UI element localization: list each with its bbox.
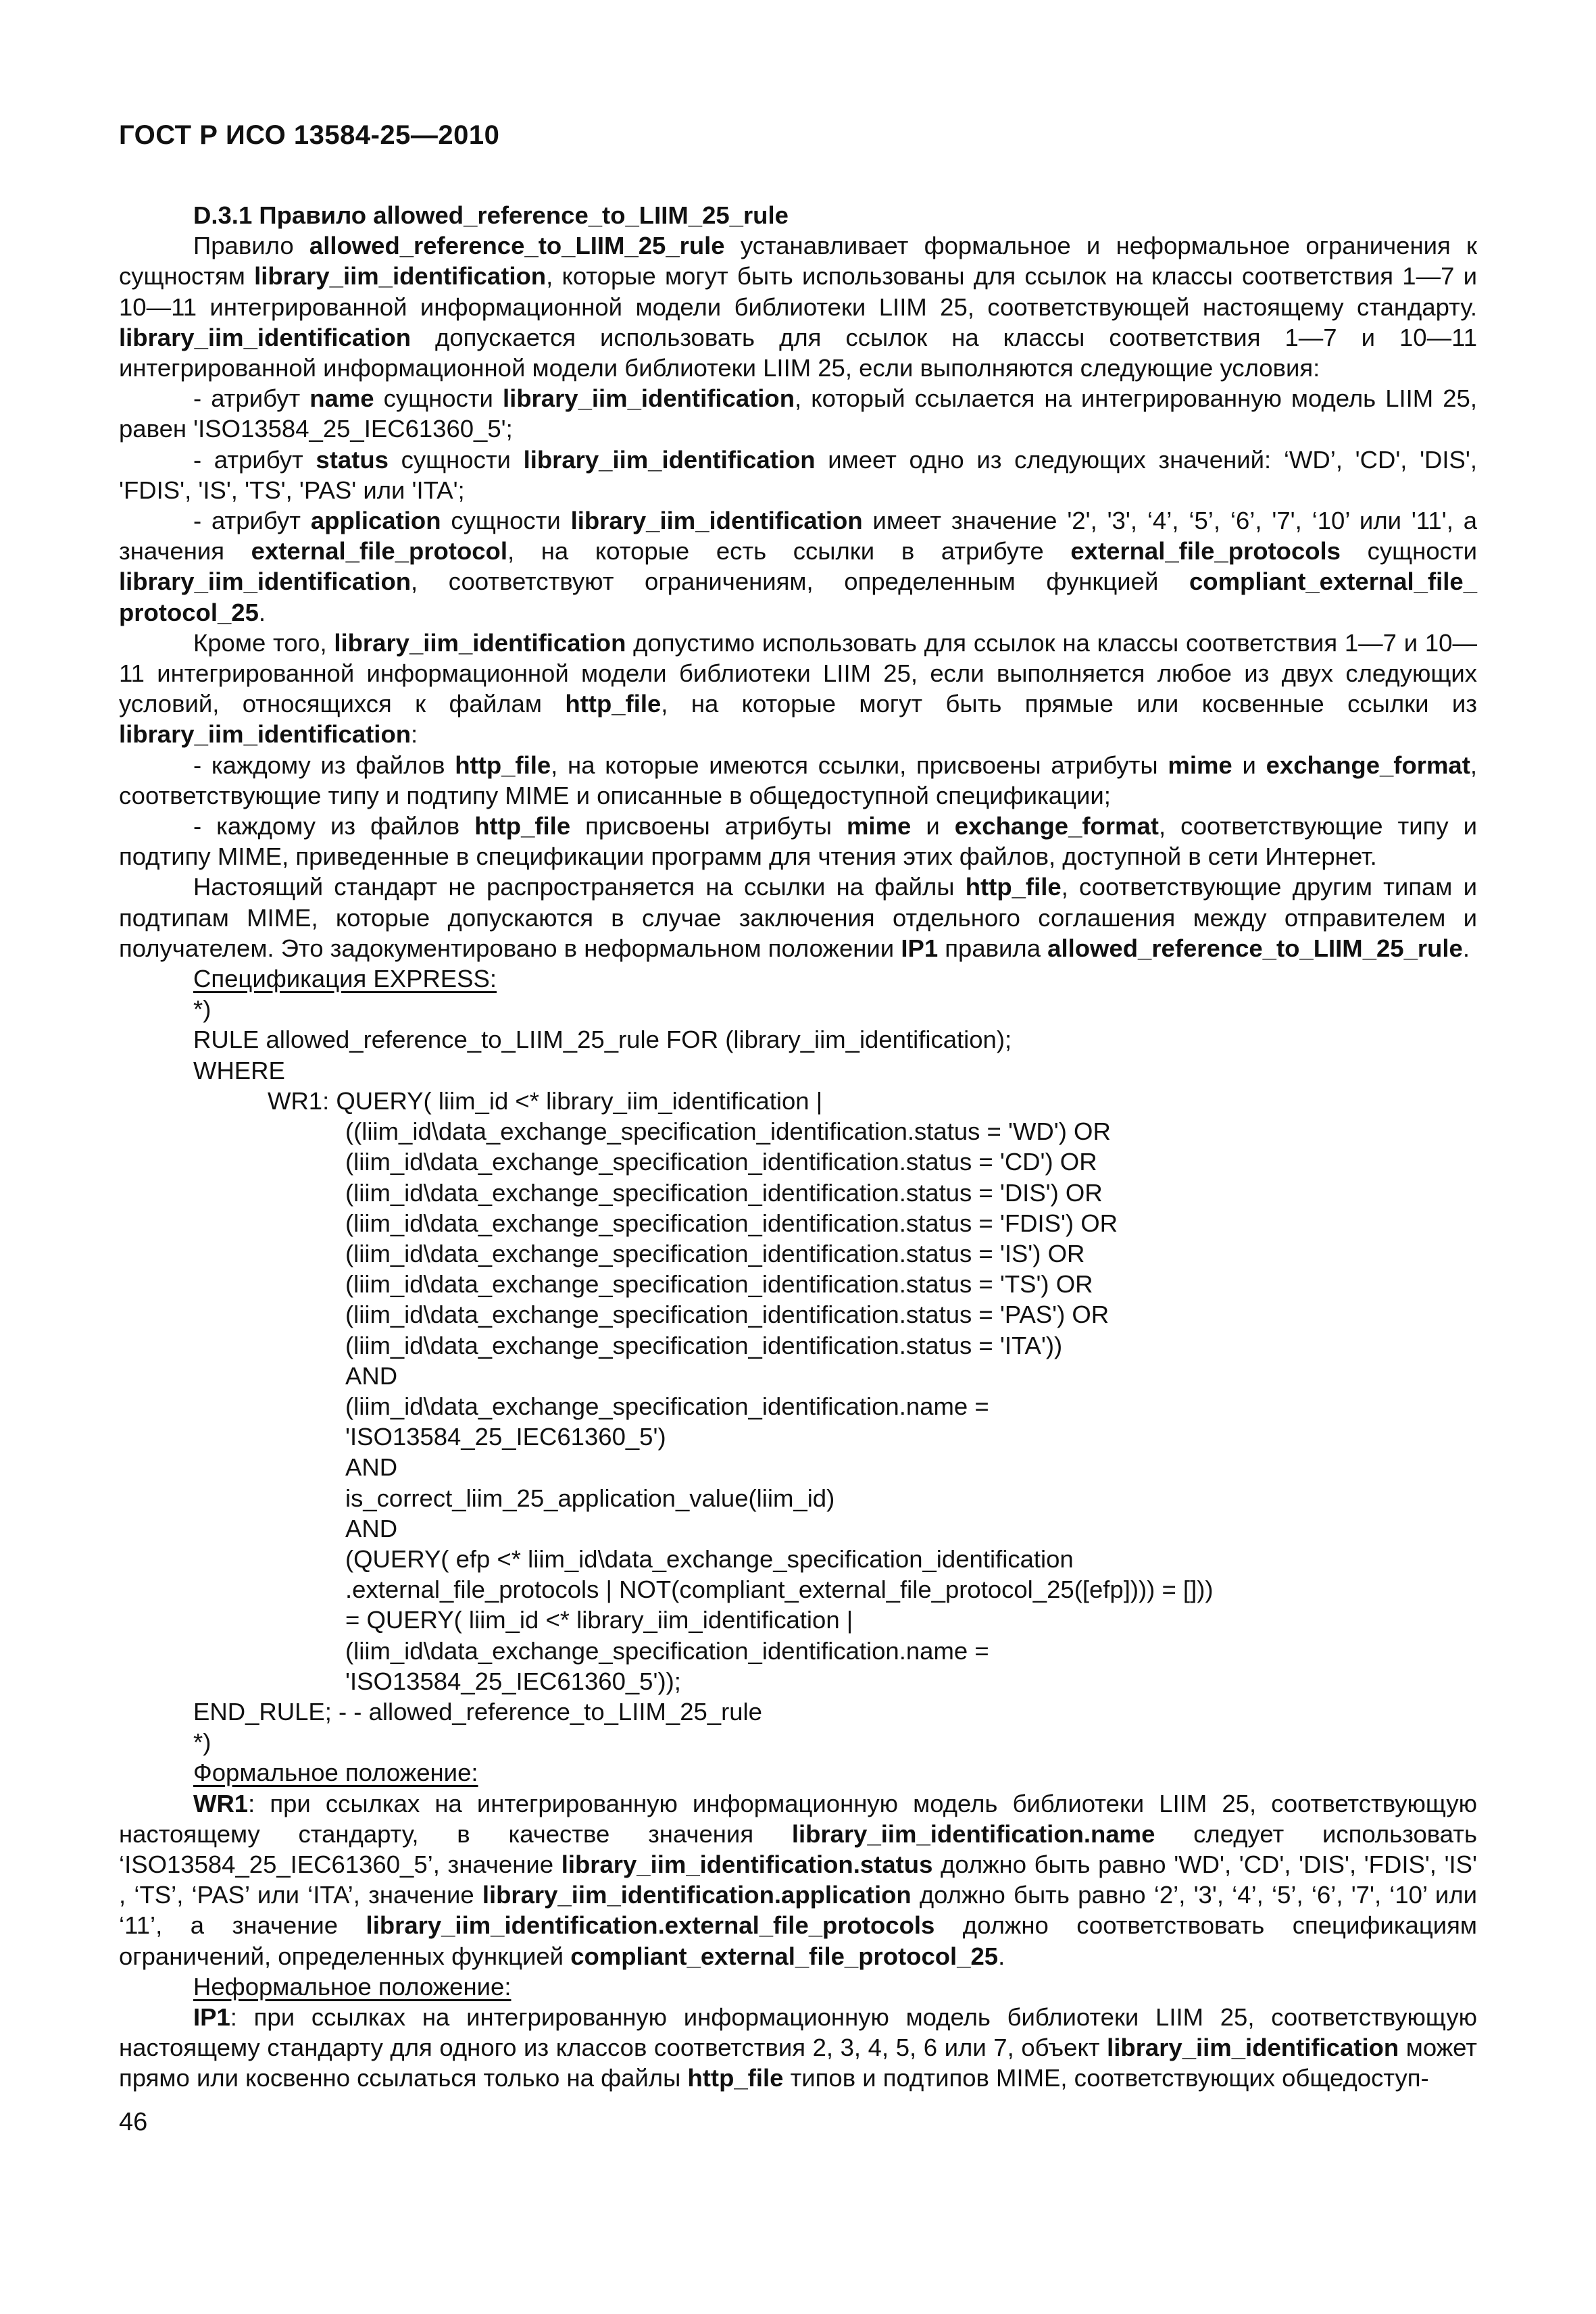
express-body-line: AND	[345, 1361, 398, 1390]
formal-heading: Формальное положение:	[193, 1759, 478, 1787]
express-body-line: ((liim_id\data_exchange_specification_identification.status = 'WD') OR	[345, 1117, 1111, 1146]
express-body-line: 'ISO13584_25_IEC61360_5'));	[345, 1667, 681, 1695]
express-body-line: = QUERY( liim_id <* library_iim_identification |	[345, 1606, 853, 1634]
express-body-line: AND	[345, 1514, 398, 1542]
express-body-line: (liim_id\data_exchange_specification_identification.status = 'DIS') OR	[345, 1178, 1103, 1207]
express-body-line: (liim_id\data_exchange_specification_identification.name =	[345, 1392, 989, 1420]
express-body-line: AND	[345, 1453, 398, 1482]
express-body-line: is_correct_liim_25_application_value(liim_id)	[345, 1484, 835, 1512]
condition-name: - атрибут name сущности library_iim_identification, который ссылается на интегрированную модель LIIM 25, равен 'ISO13584_25_IEC61360_5';	[119, 384, 1477, 443]
express-body-line: (liim_id\data_exchange_specification_identification.status = 'TS') OR	[345, 1270, 1093, 1299]
express-body-line: (liim_id\data_exchange_specification_identification.status = 'FDIS') OR	[345, 1209, 1118, 1237]
express-body-line: (QUERY( efp <* liim_id\data_exchange_specification_identification	[345, 1544, 1074, 1573]
express-body-line: 'ISO13584_25_IEC61360_5')	[345, 1423, 666, 1451]
express-body-line: .external_file_protocols | NOT(compliant_external_file_protocol_25([efp]))) = []))	[345, 1576, 1214, 1604]
formal-provision: WR1: при ссылках на интегрированную информационную модель библиотеки LIIM 25, соответствующую настоящему стандарту, в качестве значения library_iim_identification.name следует использовать ‘ISO13584_25_IEC61360_5’, значение library_iim_identification.status должно быть равно 'WD', 'CD', 'DIS', 'FDIS', 'IS' , ‘TS’, ‘PAS’ или ‘ITA’, значение library_iim_identification.application должно быть равно ‘2’, '3', ‘4’, ‘5’, ‘6’, '7', ‘10’ или ‘11’, а значение library_iim_identification.external_file_protocols должно соответствовать спецификациям ограничений, определенных функцией compliant_external_file_protocol_25.	[119, 1789, 1478, 1970]
condition-http-file-1: - каждому из файлов http_file, на которые имеются ссылки, присвоены атрибуты mime и exchange_format, соответствующие типу и подтипу MIME и описанные в общедоступной спецификации;	[119, 751, 1478, 809]
condition-status: - атрибут status сущности library_iim_identification имеет одно из следующих значений: ‘WD’, 'CD', 'DIS', 'FDIS', 'IS', 'TS', 'PAS' или 'ITA';	[119, 445, 1477, 504]
express-heading: Спецификация EXPRESS:	[193, 965, 497, 993]
condition-application: - атрибут application сущности library_iim_identification имеет значение '2', '3', ‘4’, ‘5’, ‘6’, '7', ‘10’ или '11', а значения external_file_protocol, на которые есть ссылки в атрибуте external_file_protocols сущности library_iim_identification, соответствуют ограничениям, определенным функцией compliant_external_file_ protocol_25.	[119, 507, 1477, 626]
express-body-line: (liim_id\data_exchange_specification_identification.status = 'CD') OR	[345, 1148, 1097, 1176]
express-close-comment: *)	[193, 1728, 211, 1757]
express-where: WHERE	[193, 1056, 285, 1084]
paragraph-additional: Кроме того, library_iim_identification допустимо использовать для ссылок на классы соответствия 1—7 и 10—11 интегрированной информационной модели библиотеки LIIM 25, если выполняется любое из двух следующих условий, относящихся к файлам http_file, на которые могут быть прямые или косвенные ссылки из library_iim_identification:	[119, 628, 1478, 749]
express-wr1: WR1: QUERY( liim_id <* library_iim_identification |	[268, 1086, 823, 1115]
express-end-rule: END_RULE; - - allowed_reference_to_LIIM_25_rule	[193, 1697, 762, 1726]
express-body-line: (liim_id\data_exchange_specification_identification.name =	[345, 1636, 989, 1665]
informal-provision: IP1: при ссылках на интегрированную информационную модель библиотеки LIIM 25, соответствующую настоящему стандарту для одного из классов соответствия 2, 3, 4, 5, 6 или 7, объект library_iim_identification может прямо или косвенно ссылаться только на файлы http_file типов и подтипов MIME, соответствующих общедоступ-	[119, 2003, 1477, 2092]
section-title: D.3.1 Правило allowed_reference_to_LIIM_25_rule	[193, 201, 789, 229]
page-number: 46	[119, 2108, 148, 2136]
express-body-line: (liim_id\data_exchange_specification_identification.status = 'ITA'))	[345, 1331, 1063, 1359]
express-specification	[119, 963, 1477, 1757]
express-open-comment: *)	[193, 995, 211, 1024]
document-header: ГОСТ Р ИСО 13584-25—2010	[119, 120, 500, 150]
express-rule-line: RULE allowed_reference_to_LIIM_25_rule FOR (library_iim_identification);	[193, 1026, 1012, 1054]
paragraph-intro: Правило allowed_reference_to_LIIM_25_rule устанавливает формальное и неформальное ограничения к сущностям library_iim_identification, которые могут быть использованы для ссылок на классы соответствия 1—7 и 10—11 интегрированной информационной модели библиотеки LIIM 25, соответствующей настоящему стандарту. library_iim_identification допускается использовать для ссылок на классы соответствия 1—7 и 10—11 интегрированной информационной модели библиотеки LIIM 25, если выполняются следующие условия:	[119, 232, 1477, 382]
express-body-line: (liim_id\data_exchange_specification_identification.status = 'PAS') OR	[345, 1301, 1109, 1329]
condition-http-file-2: - каждому из файлов http_file присвоены атрибуты mime и exchange_format, соответствующие типу и подтипу MIME, приведенные в спецификации программ для чтения этих файлов, доступной в сети Интернет.	[119, 812, 1478, 871]
paragraph-scope: Настоящий стандарт не распространяется на ссылки на файлы http_file, соответствующие другим типам и подтипам MIME, которые допускаются в случае заключения отдельного соглашения между отправителем и получателем. Это задокументировано в неформальном положении IP1 правила allowed_reference_to_LIIM_25_rule.	[119, 873, 1477, 962]
express-body-line: (liim_id\data_exchange_specification_identification.status = 'IS') OR	[345, 1239, 1085, 1267]
page-content	[119, 200, 1477, 2094]
informal-heading: Неформальное положение:	[193, 1972, 512, 2001]
